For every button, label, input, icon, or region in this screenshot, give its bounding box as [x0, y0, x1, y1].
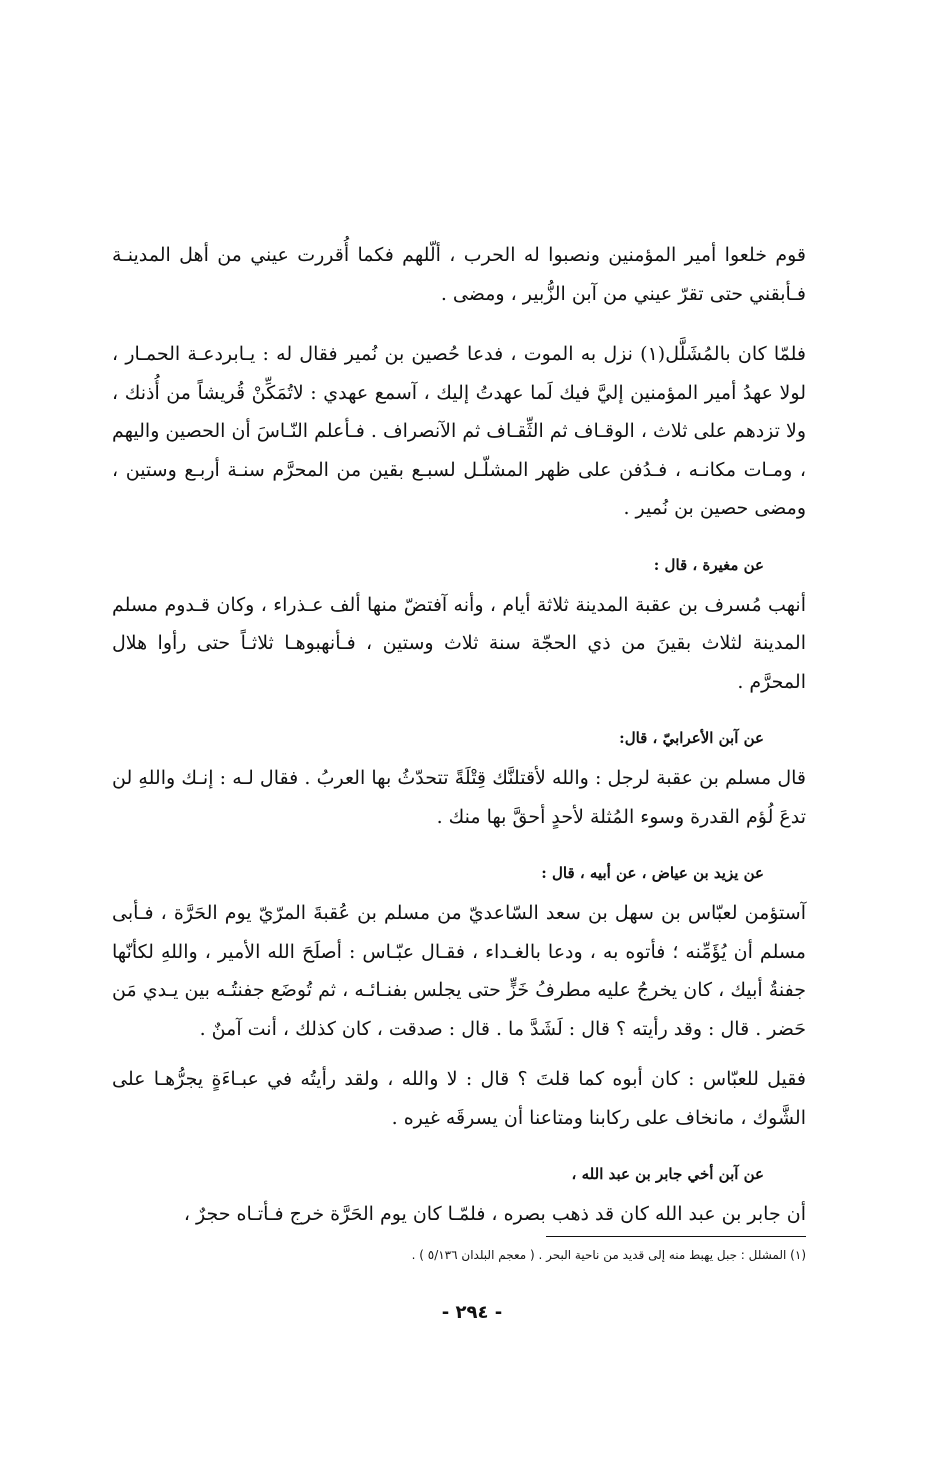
- footnote: (١) المشلل : جبل يهبط منه إلى قديد من ناحية البحر . ( معجم البلدان ٥/١٣٦ ) .: [411, 1248, 806, 1262]
- page-number: - ٢٩٤ -: [441, 1302, 503, 1323]
- paragraph: قال مسلم بن عقبة لرجل : والله لأقتلنَّك قِتْلَةً تتحدّثُ بها العربُ . فقال لـه : إنـك واللهِ لن تدعَ لُؤم القدرة وسوء المُثلة لأحدٍ أحقَّ بها منك .: [112, 767, 806, 828]
- paragraph: فلمّا كان بالمُشَلَّل(١) نزل به الموت ، فدعا حُصين بن نُمير فقال له : يـابردعـة الحمـار ، لولا عهدُ أمير المؤمنين إليَّ فيك لَما عهدتُ إليك ، آسمع عهدي : لاتُمَكِّنْ قُريشاً من أُذنك ، ولا تزدهم على ثلاث ، الوقـاف ثم الثِّقـاف ثم الآنصراف . فـأعلم النّـاسَ أن الحصين واليهم ، ومـات مكانـه ، فـدُفن على ظهر المشلّـل لسبـع بقين من المحرَّم سنـة أربـع وستين ، ومضى حصين بن نُمير .: [111, 343, 807, 519]
- paragraph: أنهب مُسرف بن عقبة المدينة ثلاثة أيام ، وأنه آفتضّ منها ألف عـذراء ، وكان قـدوم مسلم المدينة لثلاث بقينَ من ذي الحجّة سنة ثلاث وستين ، فـأنهبوهـا ثلاثـاً حتى رأوا هلال المحرَّم .: [112, 593, 806, 693]
- paragraph: قوم خلعوا أمير المؤمنين ونصبوا له الحرب ، ألّلهم فكما أُقررت عيني من أهل المدينـة فـأبقني حتى تقرّ عيني من آبن الزُّبير ، ومضى .: [112, 244, 806, 305]
- paragraph: آستؤمن لعبّاس بن سهل بن سعد السّاعديّ من مسلم بن عُقبةَ المرّيّ يوم الحَرَّة ، فـأبى مسلم أن يُؤَمِّنه ؛ فأتوه به ، ودعا بالغـداء ، فقـال عبّـاس : أصلَحَ الله الأمير ، واللهِ لكأنّها جفنةُ أبيك ، كان يخرجُ عليه مطرفُ خَزٍّ حتى يجلس بفنـائـه ، ثم تُوضَع جفنتُـه بين يـدي مَن حَضر . قال : وقد رأيته ؟ قال : لَشَدَّ ما . قال : صدقت ، كان كذلك ، أنت آمنٌ .: [112, 902, 806, 1040]
- paragraph: فقيل للعبّاس : كان أبوه كما قلتَ ؟ قال : لا والله ، ولقد رأيتُه في عبـاءَةٍ يجرُّهـا على الشَّوك ، مانخاف على ركابنا ومتاعنا أن يسرقَه غيره .: [112, 1068, 806, 1129]
- narration-attribution: عن آبن أخي جابر بن عبد الله ،: [571, 1165, 764, 1183]
- page-body: [112, 236, 806, 1246]
- narration-attribution: عن آبن الأعرابيّ ، قال:: [619, 729, 764, 747]
- narration-attribution: عن مغيرة ، قال :: [653, 555, 764, 574]
- paragraph: أن جابر بن عبد الله كان قد ذهب بصره ، فلمّـا كان يوم الحَرَّة خرج فـأتـاه حجرٌ ،: [183, 1203, 806, 1225]
- narration-attribution: عن يزيد بن عياض ، عن أبيه ، قال :: [541, 864, 764, 882]
- footnote-divider: [546, 1236, 806, 1237]
